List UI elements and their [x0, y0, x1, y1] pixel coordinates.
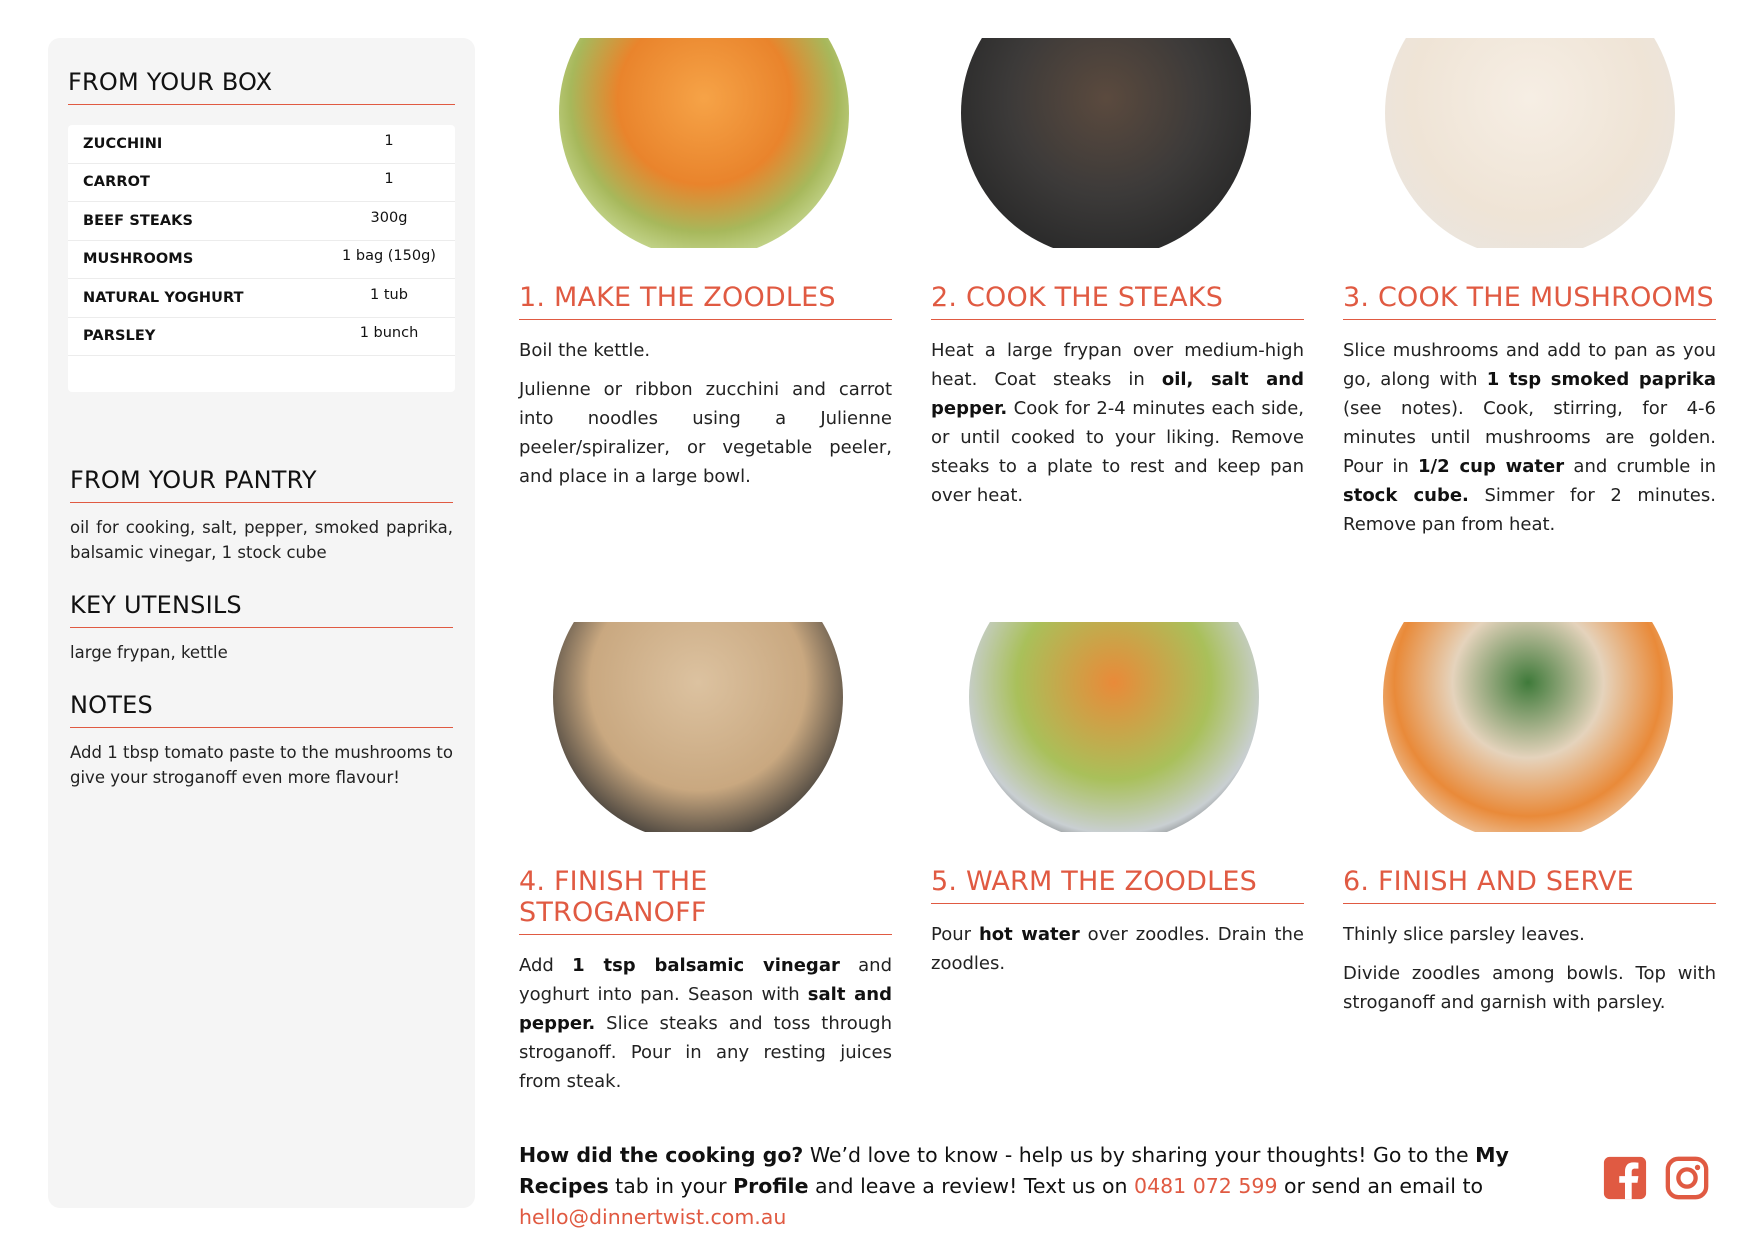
pantry-section [70, 466, 453, 565]
text-run: We’d love to know - help us by sharing your thoughts! Go to the [803, 1143, 1476, 1167]
text-run: Divide zoodles among bowls. Top with stroganoff and garnish with parsley. [1343, 963, 1716, 1013]
step-body [519, 951, 892, 1096]
step-photo [1343, 622, 1716, 832]
ingredient-qty: 1 bag (150g) [342, 248, 436, 265]
step-photo [519, 622, 892, 832]
step-photo [1343, 38, 1716, 248]
step-body [931, 336, 1304, 510]
bold-text: 1 tsp balsamic vinegar [572, 955, 840, 976]
step-body [931, 920, 1304, 978]
ingredients-sidebar [48, 38, 475, 1208]
step-paragraph [931, 920, 1304, 978]
text-run: Slice mushrooms and add to pan as you go, along with [1343, 340, 1716, 390]
step-title: 4. FINISH THE STROGANOFF [519, 866, 892, 935]
bold-text: How did the cooking go? [519, 1143, 804, 1167]
pantry-text: oil for cooking, salt, pepper, smoked paprika, balsamic vinegar, 1 stock cube [70, 518, 453, 562]
ingredient-qty: 1 [384, 132, 394, 149]
step-5 [931, 622, 1304, 988]
bold-text: salt and pepper. [519, 984, 892, 1034]
text-run: Thinly slice parsley leaves. [1343, 924, 1585, 945]
text-run: Julienne or ribbon zucchini and carrot into noodles using a Julienne peeler/spiralizer, or vegetable peeler, and place in a large bowl. [519, 379, 892, 487]
ingredient-name: MUSHROOMS [83, 251, 194, 268]
step-title: 2. COOK THE STEAKS [931, 282, 1304, 320]
step-paragraph [519, 375, 892, 491]
step-title: 3. COOK THE MUSHROOMS [1343, 282, 1716, 320]
ingredient-qty: 1 bunch [359, 325, 419, 342]
ingredient-name: PARSLEY [83, 328, 156, 345]
from-your-box-title: FROM YOUR BOX [68, 68, 455, 105]
social-links [1602, 1155, 1710, 1201]
step-body [1343, 336, 1716, 539]
ingredient-qty: 1 tub [370, 286, 408, 303]
text-run: Cook for 2-4 minutes each side, or until cooked to your liking. Remove steaks to a plate to rest and keep pan over heat. [931, 398, 1304, 506]
step-2 [931, 38, 1304, 520]
ingredient-name: CARROT [83, 174, 151, 191]
step-photo [519, 38, 892, 248]
ingredient-name: NATURAL YOGHURT [83, 289, 244, 306]
step-6 [1343, 622, 1716, 1027]
bold-text: stock cube. [1343, 485, 1469, 506]
step-paragraph [1343, 336, 1716, 539]
contact-link[interactable]: hello@dinnertwist.com.au [519, 1205, 787, 1229]
text-run: Slice steaks and toss through stroganoff. Pour in any resting juices from steak. [519, 1013, 892, 1092]
step-3 [1343, 38, 1716, 549]
table-row [68, 202, 455, 241]
bold-text: 1 tsp smoked paprika [1486, 369, 1716, 390]
text-run: and crumble in [1564, 456, 1717, 477]
notes-title: NOTES [70, 691, 453, 728]
ingredient-name: BEEF STEAKS [83, 212, 194, 229]
notes-section [70, 691, 453, 790]
step-4 [519, 622, 892, 1106]
step-photo [931, 622, 1304, 832]
text-run: Add [519, 955, 573, 976]
text-run: and leave a review! Text us on [808, 1174, 1135, 1198]
step-body [1343, 920, 1716, 1017]
step-paragraph [519, 951, 892, 1096]
step-paragraph [931, 336, 1304, 510]
step-paragraph [1343, 920, 1716, 949]
table-row [68, 279, 455, 318]
text-run: or send an email to [1277, 1174, 1484, 1198]
step-body [519, 336, 892, 491]
step-title: 5. WARM THE ZOODLES [931, 866, 1304, 904]
text-run: and yoghurt into pan. Season with [519, 955, 892, 1005]
instagram-icon[interactable] [1664, 1155, 1710, 1201]
text-run: Heat a large frypan over medium-high heat. Coat steaks in [931, 340, 1304, 390]
notes-text: Add 1 tbsp tomato paste to the mushrooms to give your stroganoff even more flavour! [70, 743, 453, 787]
bold-text: Profile [733, 1174, 809, 1198]
text-run: Simmer for 2 minutes. Remove pan from heat. [1343, 485, 1716, 535]
step-photo [931, 38, 1304, 248]
contact-link[interactable]: 0481 072 599 [1134, 1174, 1278, 1198]
facebook-icon[interactable] [1602, 1155, 1648, 1201]
bold-text: 1/2 cup water [1418, 456, 1565, 477]
ingredient-qty: 1 [384, 171, 394, 188]
table-row [68, 318, 455, 357]
text-run: over zoodles. Drain the zoodles. [931, 924, 1304, 974]
table-row [68, 241, 455, 280]
table-row [68, 164, 455, 203]
text-run: Pour [931, 924, 979, 945]
utensils-section [70, 591, 453, 665]
bold-text: hot water [978, 924, 1080, 945]
step-paragraph [519, 336, 892, 365]
from-your-pantry-title: FROM YOUR PANTRY [70, 466, 453, 503]
utensils-text: large frypan, kettle [70, 643, 228, 662]
key-utensils-title: KEY UTENSILS [70, 591, 453, 628]
bold-text: My Recipes [519, 1143, 1509, 1198]
box-ingredients-table [68, 125, 455, 392]
step-title: 6. FINISH AND SERVE [1343, 866, 1716, 904]
text-run: tab in your [608, 1174, 734, 1198]
table-row [68, 125, 455, 164]
step-title: 1. MAKE THE ZOODLES [519, 282, 892, 320]
text-run: Boil the kettle. [519, 340, 651, 361]
step-paragraph [1343, 959, 1716, 1017]
feedback-footer [519, 1140, 1579, 1233]
ingredient-name: ZUCCHINI [83, 135, 163, 152]
text-run: (see notes). Cook, stirring, for 4-6 minutes until mushrooms are golden. Pour in [1343, 398, 1716, 477]
bold-text: oil, salt and pepper. [931, 369, 1304, 419]
step-1 [519, 38, 892, 501]
ingredient-qty: 300g [370, 209, 408, 226]
